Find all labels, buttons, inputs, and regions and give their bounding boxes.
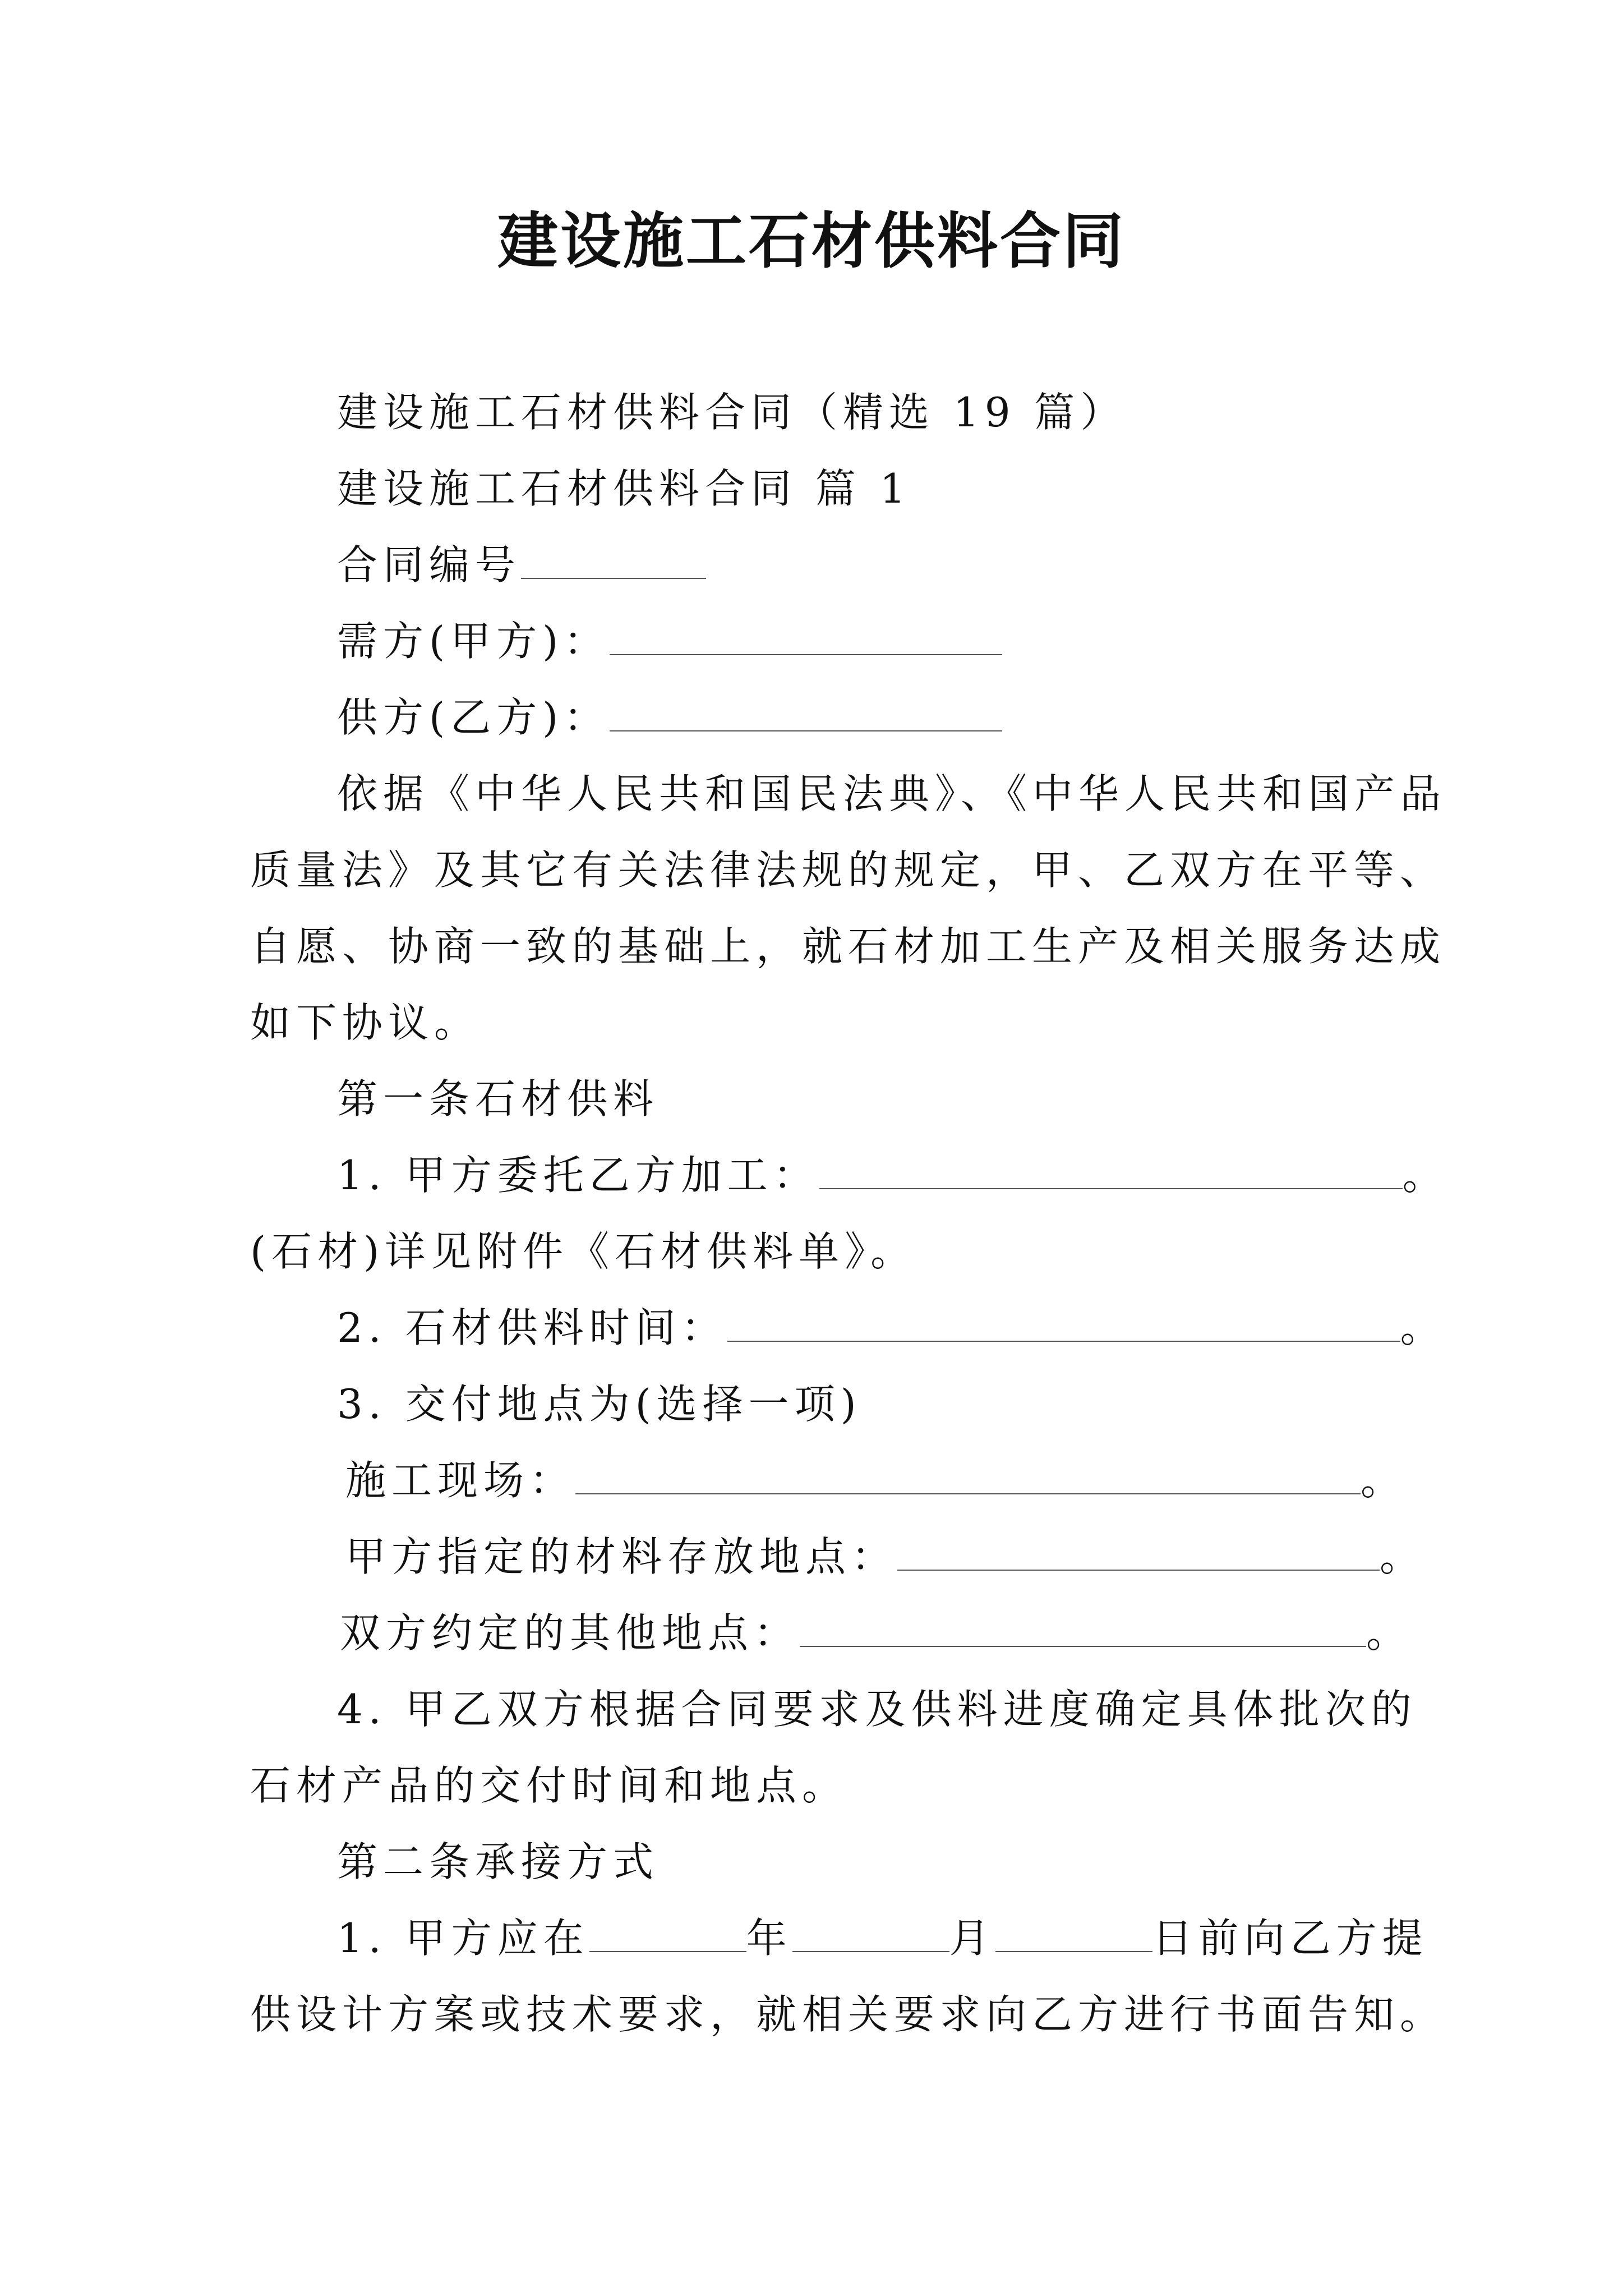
delivery-option-storage-label: 甲方指定的材料存放地点： <box>345 1533 898 1580</box>
delivery-option-other <box>250 1608 1484 1658</box>
delivery-option-storage-blank[interactable] <box>897 1533 1380 1571</box>
document-title: 建设施工石材供料合同 <box>497 206 1126 277</box>
supplier-field <box>250 692 1481 743</box>
section2-item1-suffix: 日前向乙方提 <box>1152 1915 1428 1962</box>
article-heading: 建设施工石材供料合同 篇 1 <box>337 465 911 512</box>
delivery-option-site <box>250 1455 1490 1506</box>
preamble-line-1: 依据《中华人民共和国民法典》、《中华人民共和国产品 <box>337 770 1447 817</box>
section1-item2 <box>250 1303 1481 1353</box>
section1-item4-line2: 石材产品的交付时间和地点。 <box>250 1762 849 1809</box>
delivery-option-site-blank[interactable] <box>575 1456 1361 1494</box>
preamble-line-4: 如下协议。 <box>250 999 481 1046</box>
contract-number-label: 合同编号 <box>337 541 522 588</box>
preamble-line-3: 自愿、协商一致的基础上，就石材加工生产及相关服务达成 <box>250 923 1446 970</box>
contract-number-field <box>250 540 1481 590</box>
period: 。 <box>1366 1609 1413 1657</box>
section1-item1-label: 1. 甲方委托乙方加工： <box>337 1152 819 1199</box>
buyer-blank[interactable] <box>610 617 1002 655</box>
delivery-option-site-label: 施工现场： <box>345 1457 576 1504</box>
year-blank[interactable] <box>589 1914 746 1952</box>
section2-item1-prefix: 1. 甲方应在 <box>337 1915 589 1962</box>
section2-item1 <box>250 1913 1481 1963</box>
section1-item1 <box>250 1150 1481 1200</box>
section2-heading: 第二条承接方式 <box>337 1838 660 1885</box>
section1-item2-label: 2. 石材供料时间： <box>337 1304 727 1351</box>
month-blank[interactable] <box>792 1914 949 1952</box>
section1-item1-cont: (石材)详见附件《石材供料单》。 <box>250 1228 917 1275</box>
delivery-option-other-label: 双方约定的其他地点： <box>340 1609 800 1657</box>
section1-item1-blank[interactable] <box>819 1151 1403 1189</box>
delivery-option-other-blank[interactable] <box>800 1609 1366 1647</box>
section2-item1-line2: 供设计方案或技术要求，就相关要求向乙方进行书面告知。 <box>250 1991 1446 2038</box>
period: 。 <box>1402 1152 1449 1199</box>
period: 。 <box>1400 1304 1446 1351</box>
year-label: 年 <box>746 1915 792 1962</box>
section1-heading: 第一条石材供料 <box>337 1075 660 1122</box>
buyer-field <box>250 616 1481 666</box>
section1-item3: 3. 交付地点为(选择一项) <box>337 1381 862 1428</box>
section1-item4-line1: 4. 甲乙双方根据合同要求及供料进度确定具体批次的 <box>337 1686 1417 1733</box>
buyer-label: 需方(甲方)： <box>337 618 610 665</box>
period: 。 <box>1380 1533 1426 1580</box>
day-blank[interactable] <box>995 1914 1152 1952</box>
delivery-option-storage <box>250 1531 1490 1582</box>
selection-title: 建设施工石材供料合同（精选 19 篇） <box>337 389 1127 436</box>
section1-item2-blank[interactable] <box>727 1304 1400 1342</box>
month-label: 月 <box>949 1915 995 1962</box>
preamble-line-2: 质量法》及其它有关法律法规的规定，甲、乙双方在平等、 <box>250 846 1446 894</box>
supplier-label: 供方(乙方)： <box>337 694 610 741</box>
contract-number-blank[interactable] <box>521 541 706 579</box>
period: 。 <box>1361 1457 1407 1504</box>
supplier-blank[interactable] <box>610 693 1002 731</box>
